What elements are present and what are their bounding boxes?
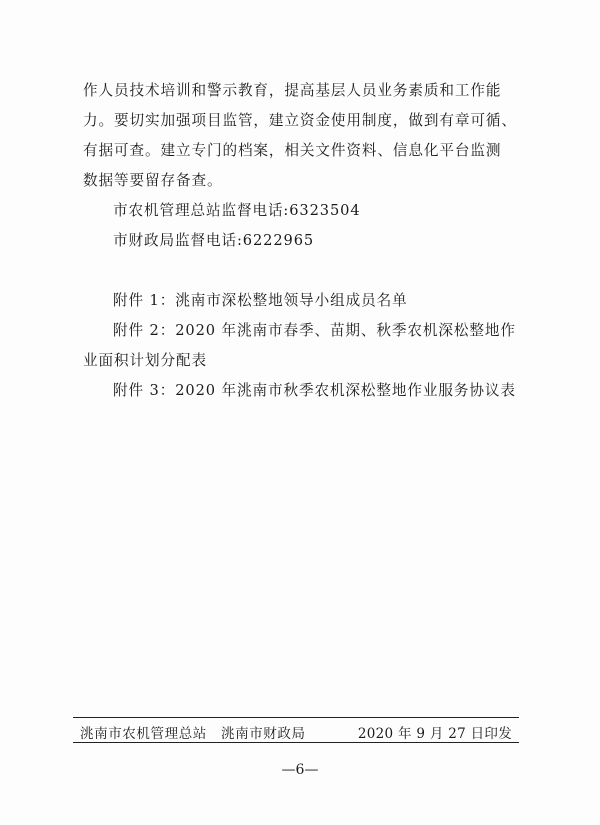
- body-line-3: 有据可查。建立专门的档案，相关文件资料、信息化平台监测: [83, 142, 502, 159]
- page-number: —6—: [281, 762, 319, 778]
- phone-finance-bureau: 市财政局监督电话:6222965: [113, 232, 315, 249]
- body-line-4: 数据等要留存备查。: [83, 172, 223, 189]
- body-line-2: 力。要切实加强项目监管，建立资金使用制度，做到有章可循、: [83, 112, 517, 129]
- footer-issuer-machinery-station: 洮南市农机管理总站: [80, 726, 207, 742]
- footer-issuer-finance-bureau: 洮南市财政局: [221, 726, 306, 742]
- body-text: [83, 76, 521, 406]
- attachment-3: 附件 3：2020 年洮南市秋季农机深松整地作业服务协议表: [113, 382, 516, 399]
- phone-machinery-station: 市农机管理总站监督电话:6323504: [113, 202, 361, 219]
- footer-bottom-rule: [73, 742, 519, 743]
- footer-print-date: 2020 年 9 月 27 日印发: [357, 726, 512, 742]
- attachment-2-line-1: 附件 2：2020 年洮南市春季、苗期、秋季农机深松整地作: [113, 322, 516, 339]
- footer-top-rule: [73, 717, 519, 718]
- attachment-1: 附件 1：洮南市深松整地领导小组成员名单: [113, 292, 408, 309]
- attachment-2-line-2: 业面积计划分配表: [83, 352, 207, 369]
- spacer: [83, 256, 521, 286]
- body-line-1: 作人员技术培训和警示教育，提高基层人员业务素质和工作能: [83, 82, 502, 99]
